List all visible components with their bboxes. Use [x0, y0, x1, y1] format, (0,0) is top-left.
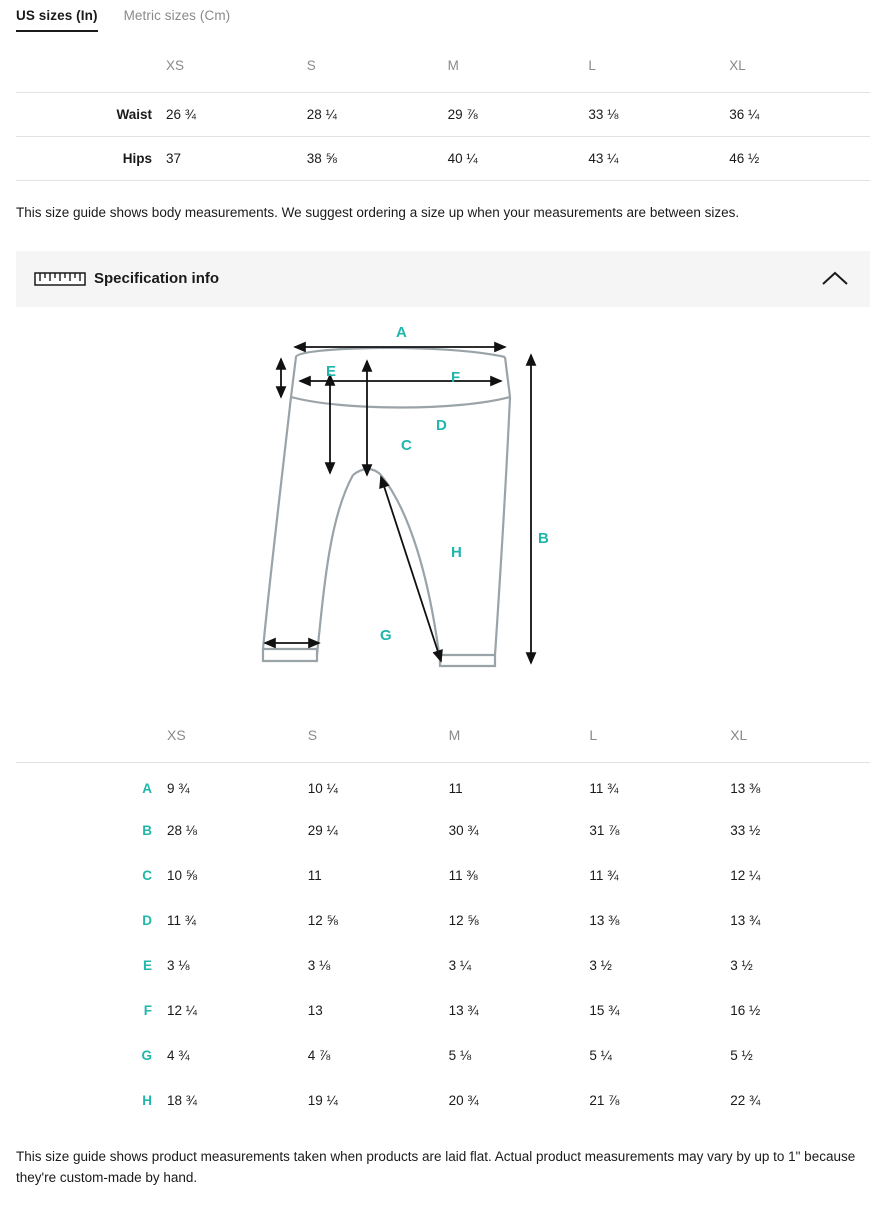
- spec-measurements-table: [16, 707, 870, 1123]
- garment-measurement-diagram: [0, 307, 886, 701]
- spec-cell-c-xl: 12 ¼: [730, 867, 761, 883]
- header-xs: XS: [166, 58, 185, 74]
- cell-hips-l: 43 ¼: [588, 136, 729, 180]
- spec-cell-a-s: 10 ¼: [307, 763, 448, 808]
- spec-cell-b-l: 31 ⅞: [589, 822, 620, 838]
- spec-cell-d-xl: 13 ¾: [730, 912, 761, 928]
- spec-cell-g-xs: 4 ¾: [167, 1047, 190, 1063]
- table-row: [16, 1078, 870, 1123]
- body-measurements-table: [16, 40, 870, 181]
- table-row: [16, 763, 870, 808]
- specification-info-header[interactable]: [16, 251, 870, 307]
- table-row: [16, 898, 870, 943]
- header-blank: [16, 40, 166, 92]
- spec-row-key-a: A: [16, 763, 166, 808]
- cell-waist-xs: 26 ¾: [166, 92, 307, 136]
- unit-tabs: [0, 0, 886, 40]
- spec-cell-f-l: 15 ¾: [589, 1002, 620, 1018]
- spec-measurements-note: This size guide shows product measurements taken when products are laid flat. Actual product measurements may vary by up to 1" because they're custom-made by hand.: [16, 1148, 856, 1185]
- spec-row-key-f: F: [143, 1002, 152, 1018]
- spec-cell-e-s: 3 ⅛: [307, 957, 331, 973]
- spec-cell-b-s: 29 ¼: [307, 822, 338, 838]
- spec-cell-h-l: 21 ⅞: [589, 1092, 620, 1108]
- spec-cell-a-m: 11: [448, 763, 589, 808]
- spec-cell-a-l: 11 ¾: [588, 763, 729, 808]
- spec-row-key-b: B: [142, 822, 152, 838]
- spec-cell-a-xs: 9 ¾: [166, 763, 307, 808]
- spec-cell-e-xs: 3 ⅛: [167, 957, 190, 973]
- tab-us-sizes[interactable]: US sizes (In): [16, 8, 98, 32]
- spec-cell-f-xl: 16 ½: [730, 1002, 761, 1018]
- spec-row-key-c: C: [142, 867, 152, 883]
- diagram-label-h: H: [451, 543, 462, 561]
- spec-cell-h-xl: 22 ¾: [730, 1092, 761, 1108]
- spec-cell-b-xl: 33 ½: [730, 822, 761, 838]
- spec-cell-h-xs: 18 ¾: [167, 1092, 198, 1108]
- spec-cell-h-m: 20 ¾: [448, 1092, 479, 1108]
- diagram-svg: [233, 325, 653, 695]
- specification-info-title: Specification info: [94, 270, 220, 288]
- row-label-hips: Hips: [16, 136, 166, 180]
- spec-header-s: S: [307, 726, 318, 743]
- spec-cell-d-l: 13 ⅜: [589, 912, 620, 928]
- diagram-label-d: D: [436, 416, 447, 434]
- chevron-up-icon[interactable]: [818, 267, 852, 291]
- spec-cell-c-s: 11: [307, 867, 322, 883]
- spec-cell-e-m: 3 ¼: [448, 957, 472, 973]
- table-header-row: [16, 40, 870, 92]
- spec-cell-c-xs: 10 ⅝: [167, 867, 198, 883]
- cell-hips-s: 38 ⅝: [307, 136, 448, 180]
- cell-hips-m: 40 ¼: [448, 136, 589, 180]
- table-row: [16, 136, 870, 180]
- spec-cell-c-m: 11 ⅜: [448, 867, 478, 883]
- spec-header-xl: XL: [730, 726, 748, 743]
- diagram-label-b: B: [538, 529, 549, 547]
- spec-cell-d-xs: 11 ¾: [167, 912, 197, 928]
- cell-waist-m: 29 ⅞: [448, 92, 589, 136]
- cell-hips-xl: 46 ½: [729, 136, 870, 180]
- table-row: [16, 943, 870, 988]
- spec-measurements-table-wrap: [0, 707, 886, 1123]
- spec-row-key-d: D: [142, 912, 152, 928]
- spec-cell-f-s: 13: [307, 1002, 323, 1018]
- table-row: [16, 853, 870, 898]
- diagram-label-f: F: [451, 368, 461, 386]
- spec-cell-f-xs: 12 ¼: [167, 1002, 198, 1018]
- spec-cell-e-xl: 3 ½: [730, 957, 753, 973]
- table-row: [16, 808, 870, 853]
- tab-metric-sizes[interactable]: Metric sizes (Cm): [123, 8, 231, 23]
- spec-cell-d-m: 12 ⅝: [448, 912, 479, 928]
- body-measurements-table-wrap: [0, 40, 886, 181]
- spec-cell-g-s: 4 ⅞: [307, 1047, 331, 1063]
- spec-header-m: M: [448, 726, 461, 743]
- spec-cell-h-s: 19 ¼: [307, 1092, 338, 1108]
- header-l: L: [588, 58, 596, 74]
- spec-cell-g-m: 5 ⅛: [448, 1047, 472, 1063]
- cell-waist-s: 28 ¼: [307, 92, 448, 136]
- spec-cell-b-m: 30 ¾: [448, 822, 479, 838]
- diagram-label-a: A: [396, 324, 407, 341]
- diagram-label-e: E: [326, 362, 337, 380]
- spec-cell-d-s: 12 ⅝: [307, 912, 338, 928]
- body-measurements-note: This size guide shows body measurements. We suggest ordering a size up when your measurements are between sizes.: [16, 204, 740, 220]
- table-row: [16, 1033, 870, 1078]
- cell-waist-xl: 36 ¼: [729, 92, 870, 136]
- row-label-waist: Waist: [16, 92, 166, 136]
- table-row: [16, 92, 870, 136]
- spec-cell-b-xs: 28 ⅛: [167, 822, 198, 838]
- spec-row-key-e: E: [142, 957, 152, 973]
- header-m: M: [447, 58, 459, 74]
- spec-header-xs: XS: [167, 726, 186, 743]
- header-xl: XL: [729, 58, 746, 74]
- cell-waist-l: 33 ⅛: [588, 92, 729, 136]
- spec-header-blank: [16, 707, 166, 763]
- spec-cell-f-m: 13 ¾: [448, 1002, 479, 1018]
- header-s: S: [306, 58, 316, 74]
- spec-table-header-row: [16, 707, 870, 763]
- diagram-label-c: C: [401, 436, 412, 454]
- table-row: [16, 988, 870, 1033]
- ruler-icon: [34, 270, 86, 288]
- spec-cell-g-l: 5 ¼: [589, 1047, 612, 1063]
- spec-cell-e-l: 3 ½: [589, 957, 612, 973]
- spec-cell-c-l: 11 ¾: [589, 867, 619, 883]
- spec-row-key-h: H: [142, 1092, 152, 1108]
- cell-hips-xs: 37: [166, 136, 307, 180]
- spec-row-key-g: G: [141, 1047, 152, 1063]
- diagram-label-g: G: [380, 626, 392, 644]
- spec-header-l: L: [589, 726, 598, 743]
- spec-cell-a-xl: 13 ⅜: [729, 763, 870, 808]
- spec-cell-g-xl: 5 ½: [730, 1047, 753, 1063]
